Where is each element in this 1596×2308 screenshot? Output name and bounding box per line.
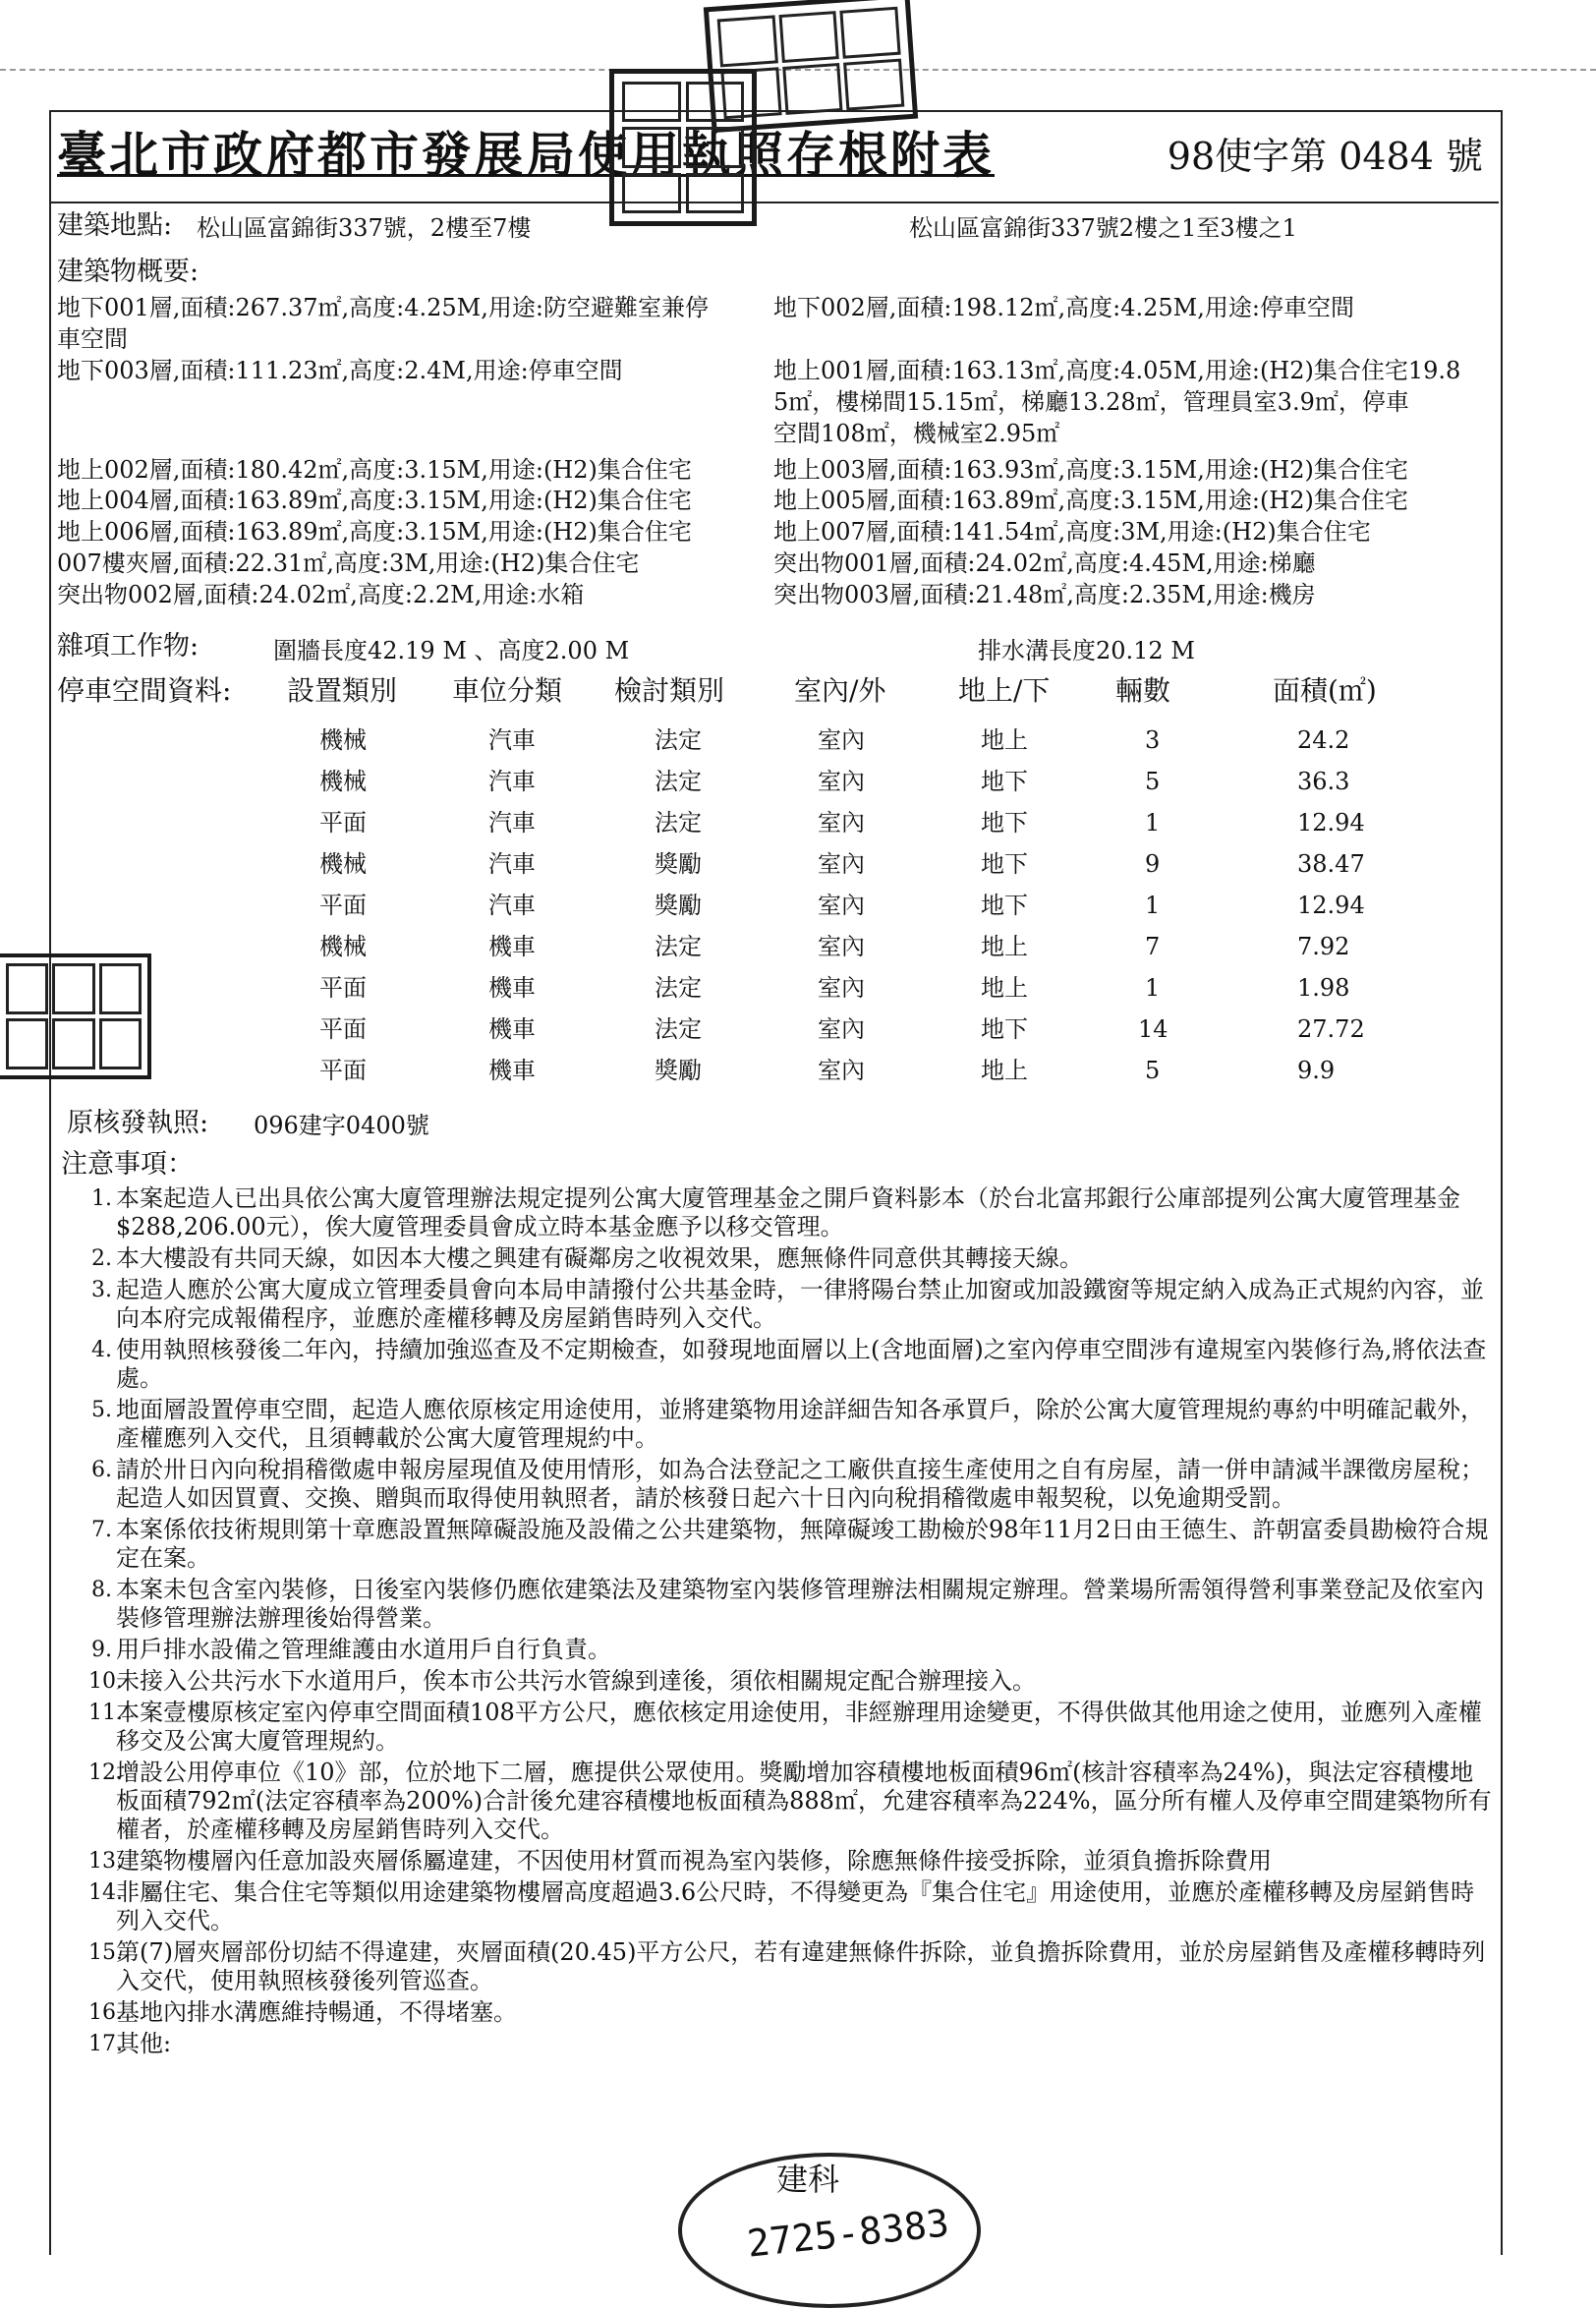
- parking-header-count: 輛數: [1115, 674, 1171, 707]
- parking-cell: 5: [1145, 1057, 1161, 1084]
- note-number: 8.: [91, 1578, 112, 1602]
- parking-cell: 1.98: [1297, 974, 1350, 1002]
- parking-cell: 9: [1145, 850, 1161, 878]
- parking-cell: 地下: [981, 892, 1028, 919]
- parking-header-setup: 設置類別: [287, 674, 398, 707]
- parking-cell: 法定: [655, 768, 702, 795]
- note-number: 4.: [91, 1338, 112, 1362]
- parking-cell: 獎勵: [655, 850, 702, 878]
- parking-cell: 9.9: [1297, 1057, 1336, 1084]
- parking-cell: 汽車: [488, 809, 536, 837]
- seal-stamp-bottom-phone: 2725-8383: [745, 2201, 951, 2266]
- note-number: 12.: [88, 1760, 123, 1785]
- overview-line-right: 突出物001層,面積:24.02㎡,高度:4.45M,用途:梯廳: [773, 549, 1316, 577]
- parking-cell: 地下: [981, 768, 1028, 795]
- note-number: 7.: [91, 1518, 112, 1542]
- note-item: [88, 1576, 1494, 1633]
- parking-header-level: 地上/下: [958, 674, 1051, 707]
- parking-cell: 室內: [818, 850, 865, 878]
- parking-cell: 機車: [488, 933, 536, 960]
- note-item: [88, 1938, 1494, 1995]
- overview-label: 建築物概要:: [57, 257, 200, 287]
- note-number: 1.: [91, 1186, 112, 1211]
- note-item: [88, 1847, 1494, 1875]
- note-number: 17.: [88, 2032, 123, 2056]
- overview-line-left: 007樓夾層,面積:22.31㎡,高度:3M,用途:(H2)集合住宅: [57, 549, 640, 577]
- parking-cell: 平面: [319, 974, 367, 1002]
- parking-cell: 機械: [319, 726, 367, 754]
- note-item: [88, 1336, 1494, 1393]
- note-item: [88, 1998, 1494, 2027]
- parking-header-area: 面積(㎡): [1273, 674, 1377, 707]
- parking-cell: 36.3: [1297, 768, 1350, 795]
- parking-cell: 38.47: [1297, 850, 1365, 878]
- note-number: 3.: [91, 1278, 112, 1302]
- parking-cell: 室內: [818, 1057, 865, 1084]
- parking-cell: 室內: [818, 933, 865, 960]
- note-number: 9.: [91, 1638, 112, 1662]
- parking-cell: 室內: [818, 974, 865, 1002]
- parking-cell: 法定: [655, 974, 702, 1002]
- misc-label: 雜項工作物:: [57, 631, 200, 662]
- parking-cell: 1: [1145, 974, 1161, 1002]
- parking-cell: 汽車: [488, 768, 536, 795]
- note-text: 第(7)層夾層部份切結不得違建，夾層面積(20.45)平方公尺，若有違建無條件拆除，並負擔拆除費用，並於房屋銷售及產權移轉時列入交代，使用執照核發後列管巡查。: [116, 1938, 1486, 1994]
- note-text: 用戶排水設備之管理維護由水道用戶自行負責。: [116, 1636, 611, 1663]
- note-text: 其他:: [116, 2030, 172, 2057]
- note-text: 非屬住宅、集合住宅等類似用途建築物樓層高度超過3.6公尺時，不得變更為『集合住宅』用途使用，並應於產權移轉及房屋銷售時列入交代。: [116, 1878, 1475, 1934]
- parking-cell: 機車: [488, 1057, 536, 1084]
- note-text: 基地內排水溝應維持暢通，不得堵塞。: [116, 1998, 517, 2026]
- parking-cell: 機車: [488, 1015, 536, 1043]
- seal-stamp-title: [609, 69, 757, 226]
- overview-line-left: 突出物002層,面積:24.02㎡,高度:2.2M,用途:水箱: [57, 581, 585, 608]
- seal-stamp-bottom-label: 建科: [776, 2161, 840, 2198]
- note-item: [88, 1184, 1494, 1241]
- parking-cell: 機械: [319, 933, 367, 960]
- site-address: 松山區富錦街337號，2樓至7樓: [197, 214, 532, 242]
- parking-label: 停車空間資料:: [57, 674, 232, 707]
- parking-cell: 平面: [319, 1015, 367, 1043]
- parking-cell: 室內: [818, 809, 865, 837]
- note-text: 本案係依技術規則第十章應設置無障礙設施及設備之公共建築物，無障礙竣工勘檢於98年11月2日由王德生、許朝富委員勘檢符合規定在案。: [116, 1516, 1489, 1572]
- overview-line-right: 地上001層,面積:163.13㎡,高度:4.05M,用途:(H2)集合住宅19.8: [773, 357, 1461, 384]
- note-text: 未接入公共污水下水道用戶，俟本市公共污水管線到達後，須依相關規定配合辦理接入。: [116, 1667, 1036, 1695]
- overview-line-right: 空間108㎡，機械室2.95㎡: [773, 420, 1060, 447]
- parking-cell: 法定: [655, 933, 702, 960]
- parking-cell: 12.94: [1297, 809, 1365, 837]
- parking-cell: 1: [1145, 892, 1161, 919]
- parking-cell: 法定: [655, 1015, 702, 1043]
- note-item: [88, 1396, 1494, 1453]
- permit-number: 98使字第 0484 號: [1167, 135, 1483, 178]
- note-text: 本大樓設有共同天線，如因本大樓之興建有礙鄰房之收視效果，應無條件同意供其轉接天線。: [116, 1244, 1083, 1272]
- parking-cell: 機車: [488, 974, 536, 1002]
- parking-cell: 12.94: [1297, 892, 1365, 919]
- overview-line-right: 地下002層,面積:198.12㎡,高度:4.25M,用途:停車空間: [773, 294, 1354, 321]
- note-number: 10.: [88, 1669, 123, 1694]
- note-item: [88, 1456, 1494, 1513]
- overview-line-right: 地上007層,面積:141.54㎡,高度:3M,用途:(H2)集合住宅: [773, 518, 1371, 546]
- parking-cell: 獎勵: [655, 892, 702, 919]
- parking-cell: 室內: [818, 768, 865, 795]
- original-license-label: 原核發執照:: [67, 1108, 209, 1138]
- site-address-units: 松山區富錦街337號2樓之1至3樓之1: [909, 214, 1297, 242]
- parking-header-review: 檢討類別: [614, 674, 725, 707]
- note-text: 本案未包含室內裝修，日後室內裝修仍應依建築法及建築物室內裝修管理辦法相關規定辦理。營業場所需領得營利事業登記及依室內裝修管理辦法辦理後始得營業。: [116, 1576, 1484, 1632]
- parking-cell: 法定: [655, 809, 702, 837]
- parking-cell: 3: [1145, 726, 1161, 754]
- note-item: [88, 1699, 1494, 1756]
- parking-cell: 14: [1138, 1015, 1168, 1043]
- overview-line-left: 地上006層,面積:163.89㎡,高度:3.15M,用途:(H2)集合住宅: [57, 518, 692, 546]
- notes-list: [88, 1184, 1494, 2061]
- parking-cell: 平面: [319, 1057, 367, 1084]
- document-title: 臺北市政府都市發展局使用執照存根附表: [57, 126, 995, 184]
- note-number: 2.: [91, 1246, 112, 1271]
- parking-cell: 法定: [655, 726, 702, 754]
- note-text: 增設公用停車位《10》部，位於地下二層，應提供公眾使用。獎勵增加容積樓地板面積96㎡(核計容積率為24%)，與法定容積樓地板面積792㎡(法定容積率為200%)合計後允建容積樓地板面積為888㎡，允建容積率為224%，區分所有權人及停車空間建築物所有權者，於產權移轉及房屋銷售時列入交代。: [116, 1759, 1492, 1843]
- parking-cell: 汽車: [488, 892, 536, 919]
- parking-cell: 機械: [319, 850, 367, 878]
- note-number: 14.: [88, 1880, 123, 1905]
- note-item: [88, 1636, 1494, 1664]
- note-item: [88, 1516, 1494, 1573]
- overview-line-left: 地下001層,面積:267.37㎡,高度:4.25M,用途:防空避難室兼停: [57, 294, 709, 321]
- parking-cell: 室內: [818, 726, 865, 754]
- note-item: [88, 1878, 1494, 1935]
- note-number: 16.: [88, 2000, 123, 2025]
- note-item: [88, 1276, 1494, 1333]
- parking-cell: 7.92: [1297, 933, 1350, 960]
- note-text: 請於卅日內向稅捐稽徵處申報房屋現值及使用情形，如為合法登記之工廠供直接生產使用之自有房屋，請一併申請減半課徵房屋稅；起造人如因買賣、交換、贈與而取得使用執照者，請於核發日起六十日內向稅捐稽徵處申報契稅，以免逾期受罰。: [116, 1456, 1484, 1512]
- parking-cell: 地上: [981, 933, 1028, 960]
- note-number: 11.: [88, 1701, 123, 1725]
- parking-cell: 室內: [818, 1015, 865, 1043]
- parking-cell: 7: [1145, 933, 1161, 960]
- parking-cell: 地下: [981, 850, 1028, 878]
- parking-cell: 5: [1145, 768, 1161, 795]
- note-text: 起造人應於公寓大廈成立管理委員會向本局申請撥付公共基金時，一律將陽台禁止加窗或加設鐵窗等規定納入成為正式規約內容，並向本府完成報備程序，並應於產權移轉及房屋銷售時列入交代。: [116, 1276, 1484, 1332]
- notes-label: 注意事項：: [61, 1149, 194, 1180]
- overview-line-right: 5㎡，樓梯間15.15㎡，梯廳13.28㎡，管理員室3.9㎡，停車: [773, 388, 1409, 416]
- overview-line-left: 地下003層,面積:111.23㎡,高度:2.4M,用途:停車空間: [57, 357, 623, 384]
- parking-cell: 1: [1145, 809, 1161, 837]
- parking-header-indoor: 室內/外: [794, 674, 886, 707]
- misc-wall: 圍牆長度42.19 M 、高度2.00 M: [273, 637, 630, 664]
- note-text: 本案起造人已出具依公寓大廈管理辦法規定提列公寓大廈管理基金之開戶資料影本（於台北富邦銀行公庫部提列公寓大廈管理基金$288,206.00元），俟大廈管理委員會成立時本基金應予以移交管理。: [116, 1184, 1460, 1241]
- overview-line-left: 地上004層,面積:163.89㎡,高度:3.15M,用途:(H2)集合住宅: [57, 487, 692, 514]
- misc-drain: 排水溝長度20.12 M: [978, 637, 1195, 664]
- overview-line-left: 地上002層,面積:180.42㎡,高度:3.15M,用途:(H2)集合住宅: [57, 456, 692, 484]
- parking-cell: 平面: [319, 809, 367, 837]
- site-label: 建築地點:: [57, 210, 173, 241]
- seal-stamp-margin: [0, 953, 151, 1079]
- note-text: 地面層設置停車空間，起造人應依原核定用途使用，並將建築物用途詳細告知各承買戶，除於公寓大廈管理規約專約中明確記載外，產權應列入交代，且須轉載於公寓大廈管理規約中。: [116, 1396, 1484, 1452]
- note-text: 本案壹樓原核定室內停車空間面積108平方公尺，應依核定用途使用，非經辦理用途變更，不得供做其他用途之使用，並應列入產權移交及公寓大廈管理規約。: [116, 1699, 1482, 1755]
- parking-cell: 地下: [981, 809, 1028, 837]
- note-text: 使用執照核發後二年內，持續加強巡查及不定期檢查，如發現地面層以上(含地面層)之室內停車空間涉有違規室內裝修行為,將依法查處。: [116, 1336, 1487, 1392]
- parking-cell: 地上: [981, 726, 1028, 754]
- parking-header-class: 車位分類: [452, 674, 563, 707]
- note-text: 建築物樓層內任意加設夾層係屬違建，不因使用材質而視為室內裝修，除應無條件接受拆除，並須負擔拆除費用: [116, 1847, 1272, 1875]
- parking-cell: 平面: [319, 892, 367, 919]
- parking-cell: 汽車: [488, 726, 536, 754]
- original-license-value: 096建字0400號: [254, 1112, 429, 1139]
- overview-line-right: 突出物003層,面積:21.48㎡,高度:2.35M,用途:機房: [773, 581, 1316, 608]
- note-item: [88, 1244, 1494, 1273]
- parking-cell: 獎勵: [655, 1057, 702, 1084]
- note-number: 13.: [88, 1849, 123, 1874]
- header-divider: [49, 202, 1499, 203]
- parking-cell: 地上: [981, 1057, 1028, 1084]
- note-item: [88, 1667, 1494, 1696]
- parking-cell: 27.72: [1297, 1015, 1365, 1043]
- parking-cell: 24.2: [1297, 726, 1350, 754]
- overview-line-right: 地上003層,面積:163.93㎡,高度:3.15M,用途:(H2)集合住宅: [773, 456, 1408, 484]
- note-item: [88, 2030, 1494, 2058]
- overview-line-left: 車空間: [57, 325, 128, 353]
- parking-cell: 地下: [981, 1015, 1028, 1043]
- parking-cell: 機械: [319, 768, 367, 795]
- note-number: 6.: [91, 1458, 112, 1482]
- note-item: [88, 1759, 1494, 1844]
- parking-cell: 室內: [818, 892, 865, 919]
- note-number: 15.: [88, 1940, 123, 1965]
- parking-cell: 地上: [981, 974, 1028, 1002]
- parking-cell: 汽車: [488, 850, 536, 878]
- overview-line-right: 地上005層,面積:163.89㎡,高度:3.15M,用途:(H2)集合住宅: [773, 487, 1408, 514]
- note-number: 5.: [91, 1398, 112, 1422]
